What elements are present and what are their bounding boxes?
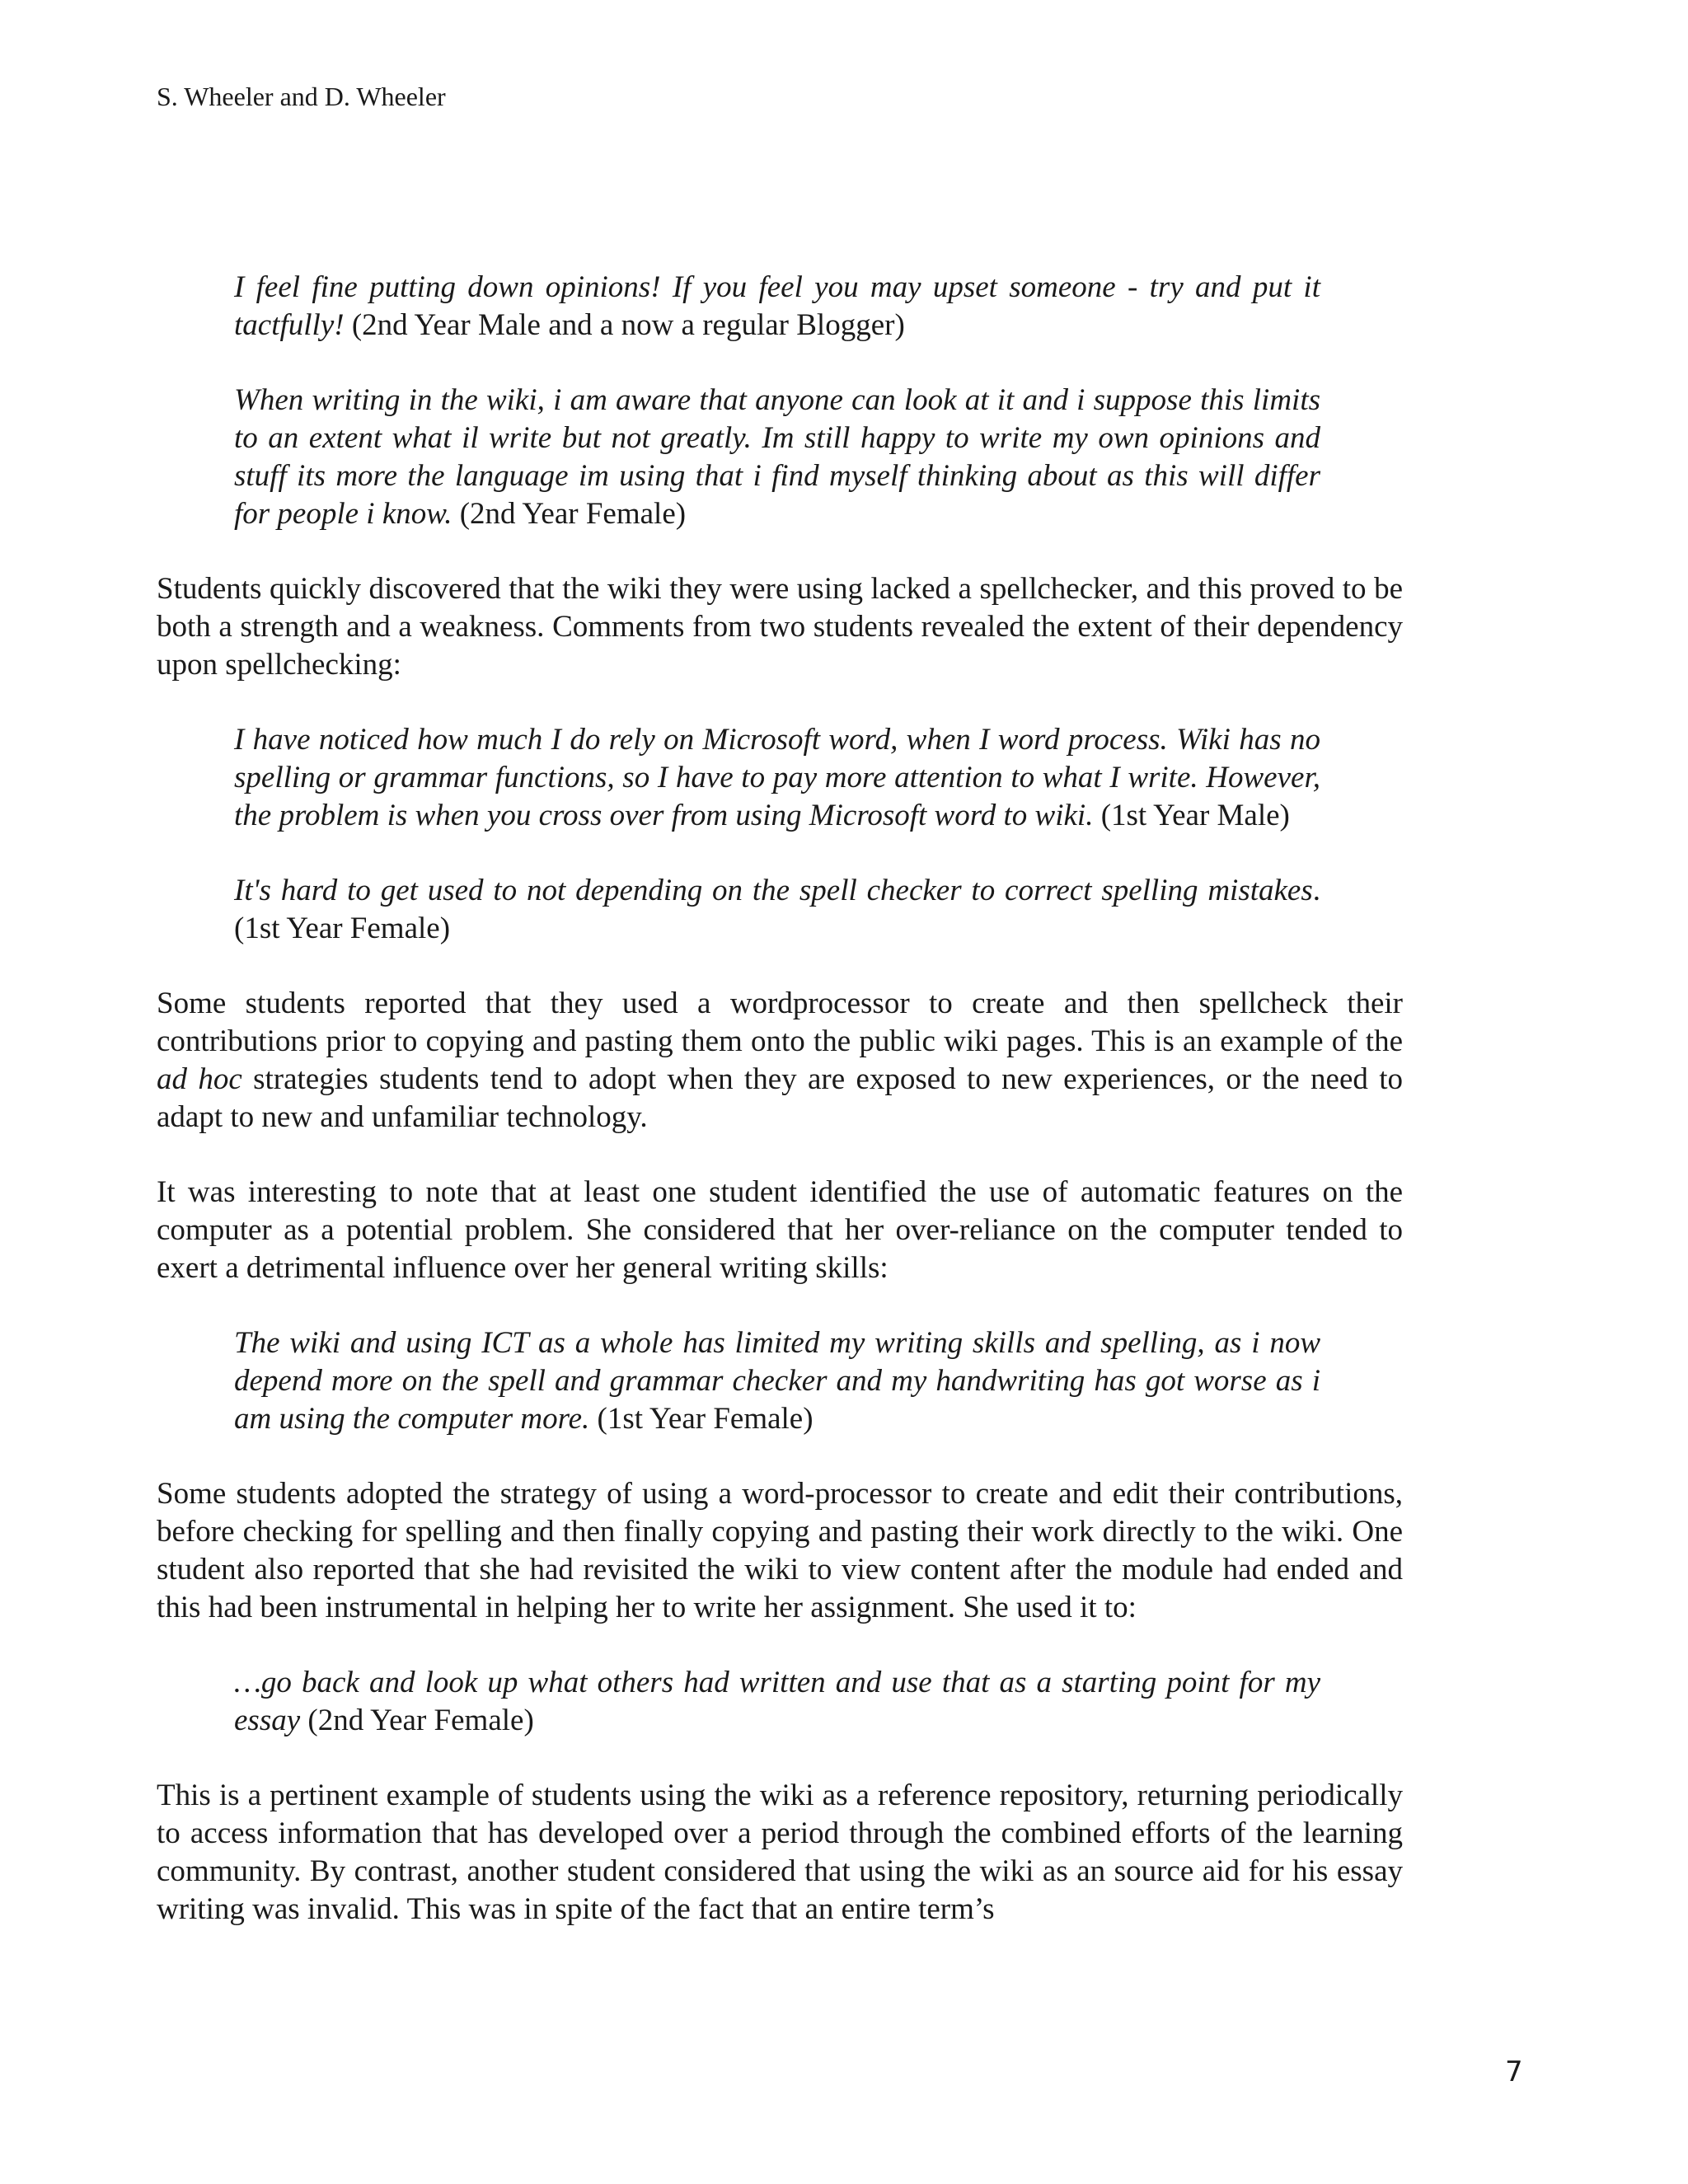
block-quote (234, 1664, 1320, 1740)
quote-text: The wiki and using ICT as a whole has limited my writing skills and spelling, as i now depend more on the spell and grammar checker and my handwriting has got worse as i am using the computer more. (234, 1326, 1320, 1436)
quote-attribution: (2nd Year Male and a now a regular Blogger) (344, 308, 905, 342)
body-paragraph: This is a pertinent example of students using the wiki as a reference repository, returning periodically to access information that has developed over a period through the combined efforts of the learning community. By contrast, another student considered that using the wiki as an source aid for his essay writing was invalid. This was in spite of the fact that an entire term’s (157, 1779, 1403, 1926)
body-paragraph: Some students adopted the strategy of using a word-processor to create and edit their contributions, before checking for spelling and then finally copying and pasting their work directly to the wiki. One student also reported that she had revisited the wiki to view content after the module had ended and this had been instrumental in helping her to write her assignment. She used it to: (157, 1477, 1403, 1624)
quote-text: It's hard to get used to not depending on the spell checker to correct spelling mistakes (234, 874, 1313, 907)
block-quote (234, 872, 1320, 948)
block-quote (234, 721, 1320, 835)
body-text (157, 269, 1403, 1966)
body-paragraph: It was interesting to note that at least one student identified the use of automatic features on the computer as a potential problem. She considered that her over-reliance on the computer tended to exert a detrimental influence over her general writing skills: (157, 1175, 1403, 1285)
quote-attribution: (2nd Year Female) (452, 497, 687, 531)
quote-attribution: (1st Year Male) (1093, 799, 1290, 832)
quote-text: I have noticed how much I do rely on Microsoft word, when I word process. Wiki has no spelling or grammar functions, so I have to pay more attention to what I write. However, the problem is when you cross over from using Microsoft word to wiki. (234, 723, 1320, 832)
quote-attribution: (2nd Year Female) (300, 1704, 534, 1737)
quote-text: …go back and look up what others had written and use that as a starting point for my essay (234, 1666, 1320, 1737)
quote-attribution: (1st Year Female) (589, 1402, 814, 1436)
body-paragraph (157, 985, 1403, 1137)
block-quote (234, 382, 1320, 533)
quote-text: When writing in the wiki, i am aware that anyone can look at it and i suppose this limits to an extent what il write but not greatly. Im still happy to write my own opinions and stuff its more the language im using that i find myself thinking about as this will differ for people i know. (234, 383, 1320, 531)
block-quote (234, 269, 1320, 344)
quote-attribution: . (1st Year Female) (234, 874, 1320, 945)
quote-text: I feel fine putting down opinions! If you feel you may upset someone - try and put it tactfully! (234, 270, 1320, 342)
paragraph-text: strategies students tend to adopt when they are exposed to new experiences, or the need to adapt to new and unfamiliar technology. (157, 1062, 1403, 1134)
running-head: S. Wheeler and D. Wheeler (157, 82, 446, 111)
emphasis-text: ad hoc (157, 1062, 242, 1096)
paragraph-text: Some students reported that they used a wordprocessor to create and then spellcheck their contributions prior to copying and pasting them onto the public wiki pages. This is an example of the (157, 987, 1403, 1058)
body-paragraph: Students quickly discovered that the wiki they were using lacked a spellchecker, and this proved to be both a strength and a weakness. Comments from two students revealed the extent of their dependency upon spellchecking: (157, 572, 1403, 682)
page-number: 7 (1505, 2055, 1523, 2088)
block-quote (234, 1324, 1320, 1438)
